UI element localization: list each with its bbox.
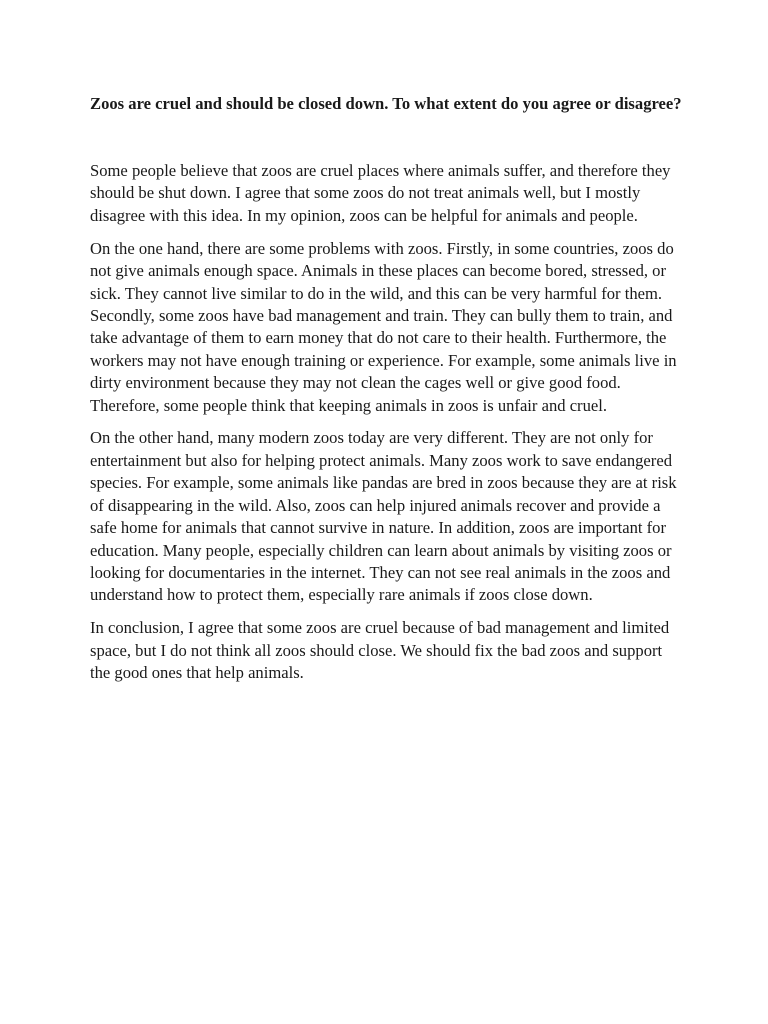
paragraph-conclusion: In conclusion, I agree that some zoos are cruel because of bad management and limited space, but I do not think all zoos should close. We should fix the bad zoos and support the good ones that help animals. <box>90 618 670 683</box>
document-body <box>90 92 686 695</box>
paragraph-benefits: On the other hand, many modern zoos today are very different. They are not only for entertainment but also for helping protect animals. Many zoos work to save endangered species. For example, some animals like pandas are bred in zoos because they are at risk of disappearing in the wild. Also, zoos can help injured animals recover and provide a safe home for animals that cannot survive in nature. In addition, zoos are important for education. Many people, especially children can learn about animals by visiting zoos or looking for documentaries in the internet. They can not see real animals in the zoos and understand how to protect them, especially rare animals if zoos close down. <box>90 428 677 605</box>
paragraph-problems: On the one hand, there are some problems with zoos. Firstly, in some countries, zoos do not give animals enough space. Animals in these places can become bored, stressed, or sick. They cannot live similar to do in the wild, and this can be very harmful for them. Secondly, some zoos have bad management and train. They can bully them to train, and take advantage of them to earn money that do not care to their health. Furthermore, the workers may not have enough training or experience. For example, some animals live in dirty environment because they may not clean the cages well or give good food. Therefore, some people think that keeping animals in zoos is unfair and cruel. <box>90 238 677 415</box>
essay-title: Zoos are cruel and should be closed down. To what extent do you agree or disagree? <box>90 94 682 113</box>
paragraph-introduction: Some people believe that zoos are cruel places where animals suffer, and therefore they should be shut down. I agree that some zoos do not treat animals well, but I mostly disagree with this idea. In my opinion, zoos can be helpful for animals and people. <box>90 161 671 225</box>
